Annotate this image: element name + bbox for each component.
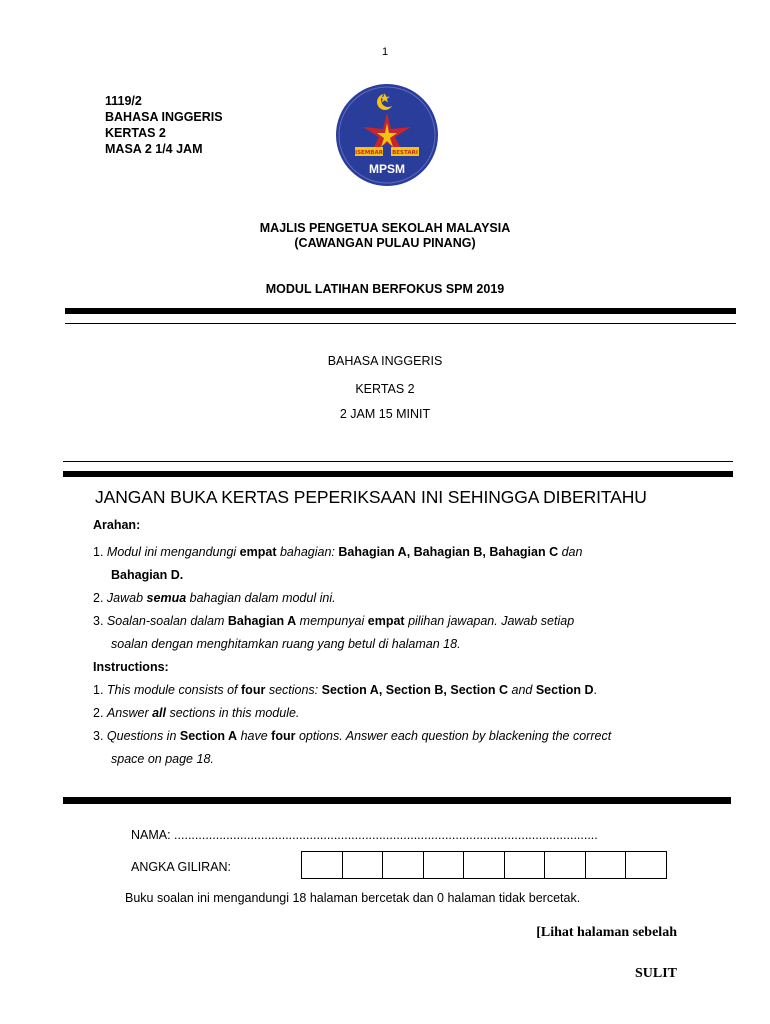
subject-name: BAHASA INGGERIS	[327, 354, 443, 368]
paper-code-block	[105, 93, 223, 157]
angka-giliran-box[interactable]	[383, 851, 424, 879]
mpsm-logo	[335, 83, 439, 187]
divider-thick-top	[65, 308, 736, 314]
page-count-note: Buku soalan ini mengandungi 18 halaman bercetak dan 0 halaman tidak bercetak.	[125, 891, 581, 905]
logo-text: MPSM	[369, 162, 405, 176]
instructions-item-1: 1. This module consists of four sections: Section A, Section B, Section C and Section D.	[93, 683, 597, 697]
arahan-item-3-cont: soalan dengan menghitamkan ruang yang betul di halaman 18.	[111, 637, 461, 651]
next-page-note: [Lihat halaman sebelah	[536, 925, 677, 940]
paper-code: 1119/2	[105, 94, 142, 108]
subject-duration: 2 JAM 15 MINIT	[339, 407, 431, 421]
instructions-item-2: 2. Answer all sections in this module.	[93, 706, 300, 720]
subject-paper: KERTAS 2	[355, 382, 415, 396]
instructions-item-3-cont: space on page 18.	[111, 752, 214, 766]
instructions-item-3: 3. Questions in Section A have four options. Answer each question by blackening the correct	[93, 729, 612, 743]
logo-banner-right: BESTARI	[392, 150, 418, 156]
divider-thick-mid	[63, 471, 733, 477]
angka-giliran-box[interactable]	[464, 851, 505, 879]
paper-number: KERTAS 2	[105, 126, 166, 140]
instructions-heading: Instructions:	[93, 660, 169, 674]
arahan-item-1-cont: Bahagian D.	[111, 568, 184, 582]
arahan-item-3: 3. Soalan-soalan dalam Bahagian A mempunyai empat pilihan jawapan. Jawab setiap	[93, 614, 575, 628]
name-field[interactable]: NAMA: ..........................................................................................................................	[131, 828, 598, 842]
angka-giliran-grid[interactable]	[301, 851, 667, 879]
page-number: 1	[381, 46, 389, 58]
arahan-heading: Arahan:	[93, 518, 141, 532]
arahan-item-1: 1. Modul ini mengandungi empat bahagian: Bahagian A, Bahagian B, Bahagian C dan	[93, 545, 583, 559]
module-title: MODUL LATIHAN BERFOKUS SPM 2019	[265, 282, 505, 296]
divider-thick-bottom	[63, 797, 731, 804]
angka-giliran-box[interactable]	[302, 851, 343, 879]
angka-giliran-box[interactable]	[424, 851, 465, 879]
sulit-label: SULIT	[634, 966, 677, 981]
paper-duration: MASA 2 1/4 JAM	[105, 142, 203, 156]
angka-giliran-box[interactable]	[505, 851, 546, 879]
angka-giliran-label: ANGKA GILIRAN:	[131, 860, 232, 874]
angka-giliran-box[interactable]	[626, 851, 667, 879]
divider-thin-top	[65, 323, 736, 324]
divider-thin-mid	[63, 461, 733, 462]
angka-giliran-box[interactable]	[586, 851, 627, 879]
organization-line2: (CAWANGAN PULAU PINANG)	[294, 236, 476, 250]
logo-banner-left: ISEMBAR	[355, 150, 383, 156]
paper-subject: BAHASA INGGERIS	[105, 110, 223, 124]
arahan-item-2: 2. Jawab semua bahagian dalam modul ini.	[93, 591, 336, 605]
warning-heading: JANGAN BUKA KERTAS PEPERIKSAAN INI SEHINGGA DIBERITAHU	[95, 487, 647, 507]
angka-giliran-box[interactable]	[545, 851, 586, 879]
organization-line1: MAJLIS PENGETUA SEKOLAH MALAYSIA	[259, 221, 511, 235]
angka-giliran-box[interactable]	[343, 851, 384, 879]
